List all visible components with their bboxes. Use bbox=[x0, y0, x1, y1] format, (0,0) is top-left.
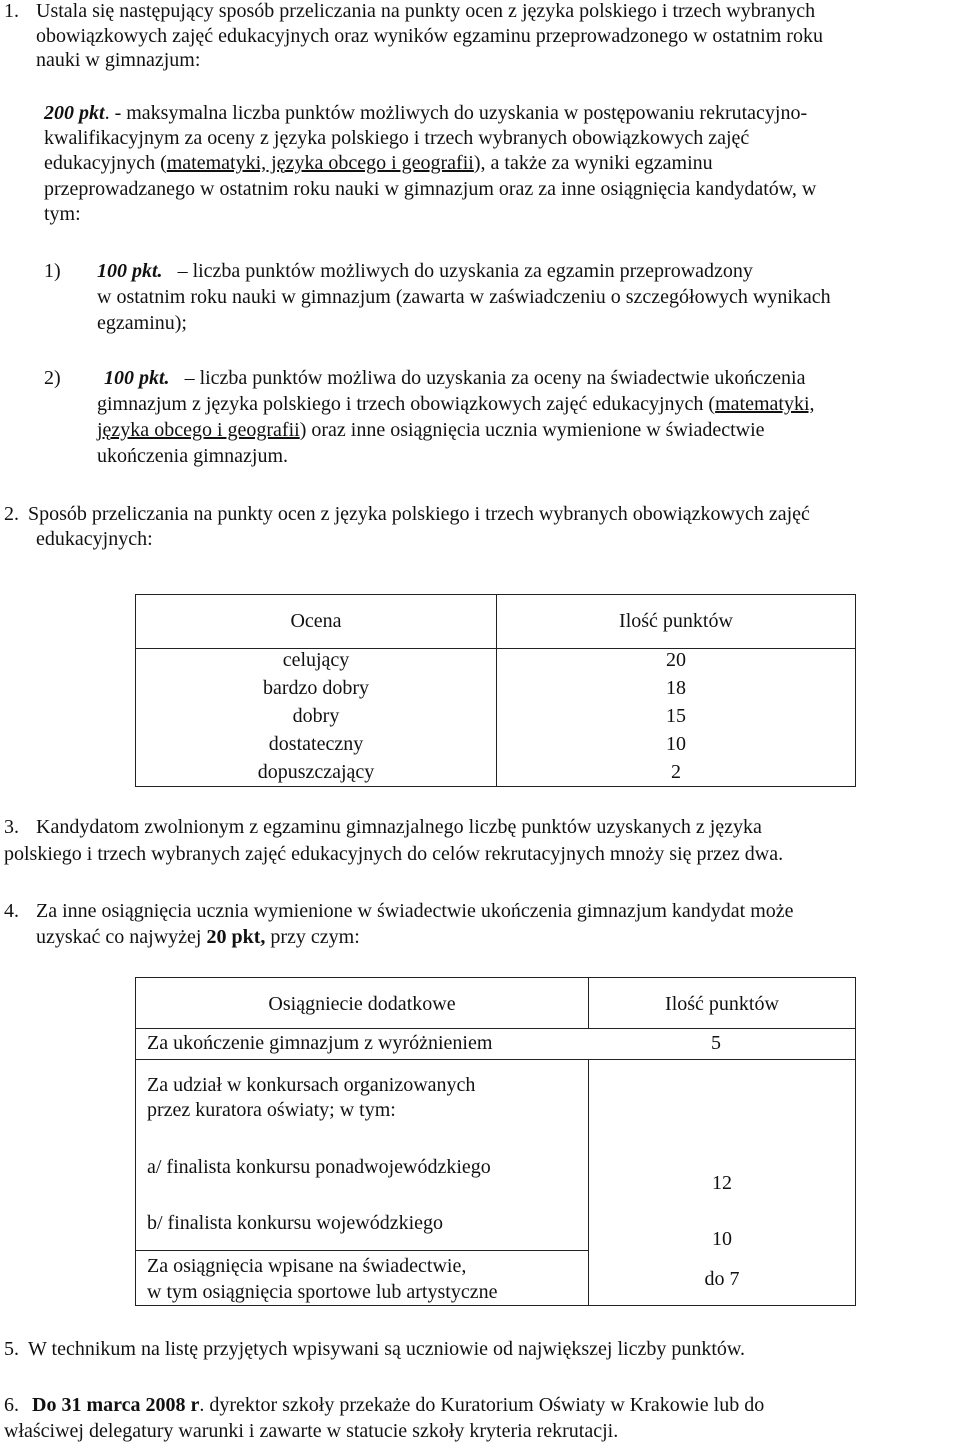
table-row-points: 2 bbox=[671, 761, 681, 783]
table-row-points: 10 bbox=[666, 733, 686, 755]
table2-row2-a: a/ finalista konkursu ponadwojewódzkiego bbox=[147, 1156, 491, 1178]
table2-row1-value: 5 bbox=[711, 1032, 721, 1054]
table2-row2-b: b/ finalista konkursu wojewódzkiego bbox=[147, 1212, 444, 1234]
p4-line1: Za inne osiągnięcia ucznia wymienione w świadectwie ukończenia gimnazjum kandydat może bbox=[36, 900, 794, 922]
table-row-points: 18 bbox=[666, 677, 686, 699]
p1-line2: obowiązkowych zajęć edukacyjnych oraz wyników egzaminu przeprowadzonego w ostatnim roku bbox=[36, 25, 823, 47]
table-row-grade: celujący bbox=[282, 649, 350, 671]
p3-line2: polskiego i trzech wybranych zajęć edukacyjnych do celów rekrutacyjnych mnoży się przez dwa. bbox=[4, 843, 784, 865]
item2-line4: ukończenia gimnazjum. bbox=[97, 445, 289, 467]
table-row-grade: dobry bbox=[292, 705, 340, 727]
p1-line1: Ustala się następujący sposób przeliczania na punkty ocen z języka polskiego i trzech wybranych bbox=[36, 0, 816, 22]
p4-number: 4. bbox=[4, 900, 19, 922]
table1-header-grade: Ocena bbox=[290, 610, 342, 632]
table2-row2-a-value: 12 bbox=[712, 1172, 732, 1194]
p200-line5: tym: bbox=[44, 203, 81, 225]
table2-row3-line1: Za osiągnięcia wpisane na świadectwie, bbox=[147, 1255, 467, 1277]
p200-line1: 200 pkt. - maksymalna liczba punktów możliwych do uzyskania w postępowaniu rekrutacyjno- bbox=[44, 102, 808, 124]
p200-line2: kwalifikacyjnym za oceny z języka polskiego i trzech wybranych obowiązkowych zajęć bbox=[44, 127, 750, 149]
p6-number: 6. bbox=[4, 1394, 19, 1416]
p5-text: W technikum na listę przyjętych wpisywani są uczniowie od największej liczby punktów. bbox=[28, 1338, 746, 1360]
table2-row1-label: Za ukończenie gimnazjum z wyróżnieniem bbox=[147, 1032, 493, 1054]
table-row-points: 20 bbox=[666, 649, 686, 671]
item2-line1: 100 pkt. – liczba punktów możliwa do uzyskania za oceny na świadectwie ukończenia bbox=[104, 367, 806, 389]
p5-number: 5. bbox=[4, 1338, 19, 1360]
p6-line2: właściwej delegatury warunki i zawarte w statucie szkoły kryteria rekrutacji. bbox=[4, 1420, 619, 1442]
p200-line3: edukacyjnych (matematyki, języka obcego i geografii), a także za wyniki egzaminu bbox=[44, 152, 713, 174]
p3-line1: Kandydatom zwolnionym z egzaminu gimnazjalnego liczbę punktów uzyskanych z języka bbox=[36, 816, 762, 838]
table-row-grade: dostateczny bbox=[268, 733, 364, 755]
achievements-table bbox=[135, 977, 856, 1306]
table2-row2-line2: przez kuratora oświaty; w tym: bbox=[147, 1099, 396, 1121]
item2-number: 2) bbox=[44, 367, 61, 389]
table2-row2-b-value: 10 bbox=[712, 1228, 732, 1250]
item1-line1: 100 pkt. – liczba punktów możliwych do uzyskania za egzamin przeprowadzony bbox=[97, 260, 753, 282]
table2-row3-value: do 7 bbox=[704, 1268, 740, 1290]
p4-line2: uzyskać co najwyżej 20 pkt, przy czym: bbox=[36, 926, 360, 948]
item2-line3: języka obcego i geografii) oraz inne osiągnięcia ucznia wymienione w świadectwie bbox=[97, 419, 765, 441]
p2-line1: Sposób przeliczania na punkty ocen z języka polskiego i trzech wybranych obowiązkowych zajęć bbox=[28, 503, 810, 525]
p200-line4: przeprowadzanego w ostatnim roku nauki w gimnazjum oraz za inne osiągnięcia kandydatów, w bbox=[44, 178, 817, 200]
item2-line2: gimnazjum z języka polskiego i trzech obowiązkowych zajęć edukacyjnych (matematyki, bbox=[97, 393, 815, 415]
table-row-points: 15 bbox=[666, 705, 686, 727]
item1-line2: w ostatnim roku nauki w gimnazjum (zawarta w zaświadczeniu o szczegółowych wynikach bbox=[97, 286, 831, 308]
p2-line2: edukacyjnych: bbox=[36, 528, 153, 550]
table2-row3-line2: w tym osiągnięcia sportowe lub artystyczne bbox=[147, 1281, 498, 1303]
p3-number: 3. bbox=[4, 816, 19, 838]
p2-number: 2. bbox=[4, 503, 19, 525]
table2-header-achievement: Osiągniecie dodatkowe bbox=[268, 993, 456, 1015]
p1-line3: nauki w gimnazjum: bbox=[36, 49, 201, 71]
table2-row2-line1: Za udział w konkursach organizowanych bbox=[147, 1074, 476, 1096]
p6-line1: Do 31 marca 2008 r. dyrektor szkoły przekaże do Kuratorium Oświaty w Krakowie lub do bbox=[32, 1394, 765, 1416]
table-row-grade: bardzo dobry bbox=[262, 677, 370, 699]
grade-points-table bbox=[135, 594, 856, 787]
table2-header-points: Ilość punktów bbox=[665, 993, 779, 1015]
table-row-grade: dopuszczający bbox=[257, 761, 375, 783]
p1-number: 1. bbox=[4, 0, 19, 22]
item1-number: 1) bbox=[44, 260, 61, 282]
table1-header-points: Ilość punktów bbox=[619, 610, 733, 632]
item1-line3: egzaminu); bbox=[97, 312, 187, 334]
